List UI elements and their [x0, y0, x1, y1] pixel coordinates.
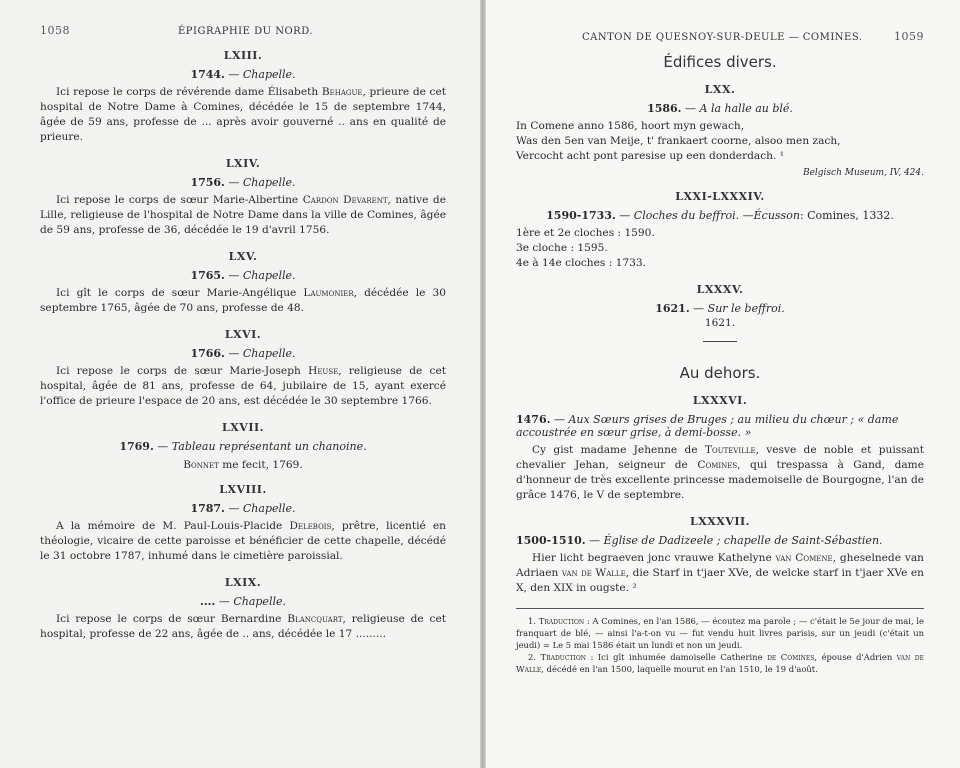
section-heading-dehors: Au dehors.: [679, 364, 761, 382]
entry-numeral: LXXXVII.: [690, 515, 750, 528]
entry-heading: .... — Chapelle.: [200, 595, 286, 608]
section-heading-edifices: Édifices divers.: [663, 53, 777, 71]
entry-heading: 1621. — Sur le beffroi.: [655, 302, 785, 315]
right-running-title: CANTON DE QUESNOY-SUR-DEULE — COMINES.: [582, 32, 863, 43]
verse-line: In Comene anno 1586, hoort myn gewach,: [516, 120, 745, 132]
entry-text: Hier licht begraeven jonc vrauwe Kathelyne van Comene, gheselnede van Adriaen van de Walle, die Starf in t'jaer XVe, de welcke starf in t'jaer XVe en X, den XIX in ougste. ²: [516, 552, 924, 594]
left-page-number: 1058: [40, 24, 70, 37]
verse-lines: [516, 119, 924, 164]
entry-heading: 1476. — Aux Sœurs grises de Bruges ; au milieu du chœur ; « dame accoustrée en sœur grise, à demi-bosse. »: [516, 413, 899, 439]
entry-numeral: LXXXVI.: [692, 394, 748, 407]
entry-lxx: [516, 83, 924, 178]
entry-heading: 1500-1510. — Église de Dadizeele ; chapelle de Saint-Sébastien.: [516, 534, 883, 547]
right-running-head: [516, 30, 924, 43]
entry-heading: 1787. — Chapelle.: [190, 502, 296, 515]
entry-numeral: LXVIII.: [219, 483, 267, 496]
verse-line: Was den 5en van Meije, t' frankaert coorne, alsoo men zach,: [516, 135, 841, 147]
entry-lxvi: [40, 328, 446, 409]
entry-text: Ici repose le corps de sœur Marie-Joseph Heuse, religieuse de cet hospital, âgée de 81 ans, professe de 64, jubilaire de 15, ayant exercé l'office de prieure l'espace de 20 ans, est décédée le 30 septembre 1766.: [40, 365, 446, 407]
footnote-2: 2. Traduction : Ici gît inhumée damoiselle Catherine de Comines, épouse d'Adrien van de Walle, décédé en l'an 1500, laquelle mourut en l'an 1510, le 19 d'août.: [516, 652, 924, 674]
bell-list: [516, 226, 924, 271]
entry-numeral: LXXXV.: [696, 283, 744, 296]
entry-numeral: LXV.: [228, 250, 258, 263]
entry-text: Ici gît le corps de sœur Marie-Angélique Laumonier, décédée le 30 septembre 1765, âgée de 70 ans, professe de 48.: [40, 287, 446, 314]
entry-heading: 1766. — Chapelle.: [190, 347, 296, 360]
entry-numeral: LXXI-LXXXIV.: [675, 190, 765, 203]
list-item: 1ère et 2e cloches : 1590.: [516, 227, 655, 239]
entry-text: Ici repose le corps de sœur Marie-Albertine Cardon Devarent, native de Lille, religieuse de l'hospital de Notre Dame dans la ville de Comines, âgée de 59 ans, professe de 36, décédée le 19 d'avril 1756.: [40, 194, 446, 236]
right-page-number: 1059: [894, 30, 924, 43]
left-running-title: ÉPIGRAPHIE DU NORD.: [178, 26, 314, 37]
entry-text: 1621.: [704, 317, 736, 329]
list-item: 3e cloche : 1595.: [516, 242, 608, 254]
entry-lxix: [40, 576, 446, 642]
entry-numeral: LXX.: [704, 83, 736, 96]
entry-heading: 1590-1733. — Cloches du beffroi. —Écusson: Comines, 1332.: [546, 209, 894, 222]
list-item: 4e à 14e cloches : 1733.: [516, 257, 646, 269]
verse-line: Vercocht acht pont paresise up een donderdach. ¹: [516, 150, 784, 162]
entry-numeral: LXIV.: [225, 157, 261, 170]
left-running-head: [40, 24, 446, 37]
entry-heading: 1769. — Tableau représentant un chanoine.: [119, 440, 367, 453]
footnote-rule: [516, 608, 924, 609]
entry-heading: 1586. — A la halle au blé.: [647, 102, 793, 115]
entry-text: Ici repose le corps de sœur Bernardine Blancquart, religieuse de cet hospital, professe de 22 ans, âgée de .. ans, décédée le 17 .........: [40, 613, 446, 640]
footnote-1: 1. Traduction : A Comines, en l'an 1586, — écoutez ma parole ; — c'était le 5e jour de mai, le franquart de blé, — ainsi l'a-t-on vu — fut vendu huit livres parisis, sur un jeudi (c'était un jeudi) = Le 5 mai 1586 était un lundi et non un jeudi.: [516, 616, 925, 650]
entry-heading: 1744. — Chapelle.: [190, 68, 296, 81]
entry-numeral: LXVI.: [224, 328, 262, 341]
entry-text: Bonnet me fecit, 1769.: [183, 459, 303, 471]
right-page: [486, 0, 960, 768]
entry-text: Cy gist madame Jehenne de Touteville, vesve de noble et puissant chevalier Jehan, seigneur de Comines, qui trespassa à Gand, dame d'honneur de très excellente princesse mademoiselle de Bourgogne, l'an de grâce 1476, le V de septembre.: [516, 444, 924, 501]
entry-heading: 1756. — Chapelle.: [190, 176, 296, 189]
entry-lxv: [40, 250, 446, 316]
entry-numeral: LXIII.: [223, 49, 263, 62]
entry-text: Ici repose le corps de révérende dame Élisabeth Behague, prieure de cet hospital de Notre Dame à Comines, décédée le 15 de septembre 1744, âgée de 59 ans, professe de ... après avoir gouverné .. ans en qualité de prieure.: [40, 86, 447, 143]
entry-lxxi-lxxxiv: [516, 190, 924, 271]
entry-lxiv: [40, 157, 446, 238]
entry-lxiii: [40, 49, 446, 145]
entry-lxxxv: [516, 283, 924, 342]
entry-text: A la mémoire de M. Paul-Louis-Placide Delebois, prêtre, licentié en théologie, vicaire de cette paroisse et bénéficier de cette chapelle, décédé le 31 octobre 1787, inhumé dans le cimetière paroissial.: [40, 520, 446, 562]
entry-lxviii: [40, 483, 446, 564]
entry-numeral: LXVII.: [222, 421, 264, 434]
section-divider: [703, 341, 737, 342]
entry-lxvii: [40, 421, 446, 471]
source-citation: Belgisch Museum, IV, 424.: [802, 168, 924, 178]
entry-heading: 1765. — Chapelle.: [190, 269, 296, 282]
entry-lxxxvi: [516, 394, 924, 503]
entry-lxxxvii: [516, 515, 924, 596]
footnotes: [516, 615, 924, 675]
entry-numeral: LXIX.: [224, 576, 262, 589]
